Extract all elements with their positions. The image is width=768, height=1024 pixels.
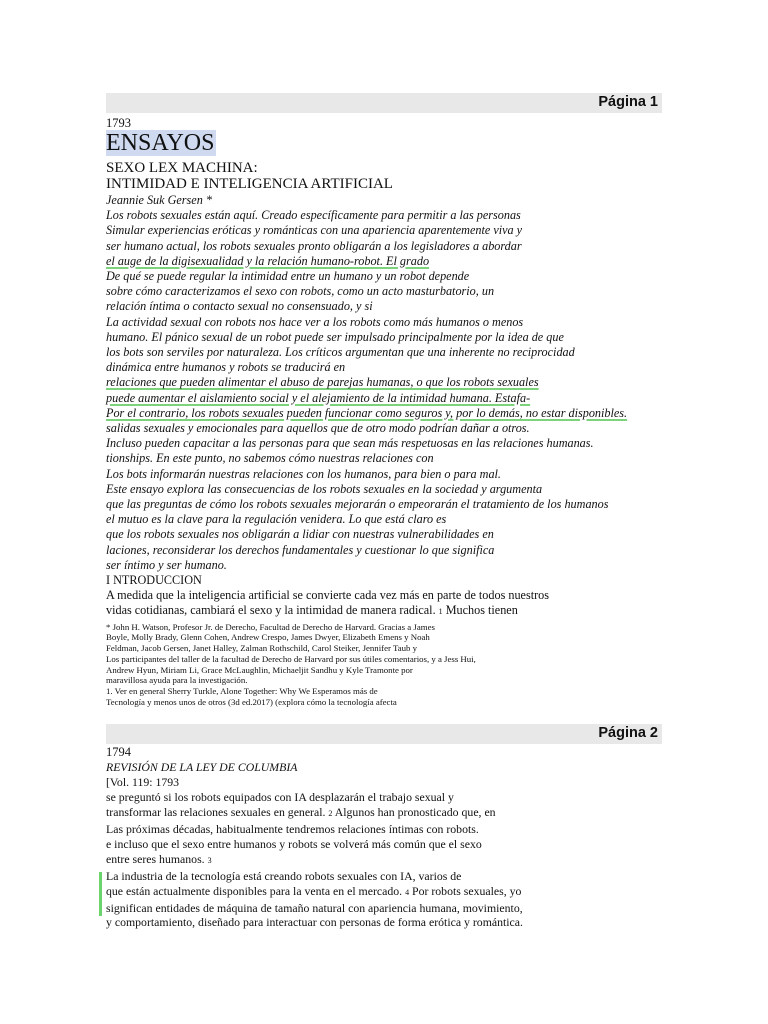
article-title-line-2: INTIMIDAD E INTELIGENCIA ARTIFICIAL [106, 176, 393, 192]
page-1-header-bar [106, 93, 662, 113]
body-line: se preguntó si los robots equipados con IA desplazarán el trabajo sexual y [106, 789, 454, 804]
body-text: Muchos tienen [445, 603, 518, 618]
body-line [106, 603, 686, 619]
abstract-line: dinámica entre humanos y robots se traducirá en [106, 360, 346, 375]
page-number: 1793 [106, 116, 131, 130]
abstract-line: humano. El pánico sexual de un robot puede ser impulsado principalmente por la idea de que [106, 329, 564, 344]
footnote-line: * John H. Watson, Profesor Jr. de Derecho, Facultad de Derecho de Harvard. Gracias a James [106, 621, 435, 632]
body-line: La industria de la tecnología está creando robots sexuales con IA, varios de [106, 868, 462, 883]
body-line: e incluso que el sexo entre humanos y robots se volverá más común que el sexo [106, 836, 482, 851]
body-line: Las próximas décadas, habitualmente tendremos relaciones íntimas con robots. [106, 821, 479, 836]
body-text: Por robots sexuales, yo [412, 883, 522, 898]
body-text: transformar las relaciones sexuales en general. [106, 804, 326, 819]
abstract-line-highlighted: relaciones que pueden alimentar el abuso de parejas humanas, o que los robots sexuales [106, 375, 539, 390]
abstract-line: que los robots sexuales nos obligarán a lidiar con nuestras vulnerabilidades en [106, 527, 494, 542]
article-title-line-1: SEXO LEX MACHINA: [106, 160, 258, 176]
body-line: significan entidades de máquina de tamaño natural con apariencia humana, movimiento, [106, 900, 523, 915]
footnote-marker: 1 [438, 607, 443, 617]
abstract-line-highlighted: Por el contrario, los robots sexuales pueden funcionar como seguros y, por lo demás, no estar disponibles. [106, 405, 628, 420]
footnotes [106, 622, 686, 708]
page-2-header-bar [106, 724, 662, 744]
running-header-volume: [Vol. 119: 1793 [106, 774, 180, 789]
section-heading: ENSAYOS [106, 130, 215, 156]
abstract-line: salidas sexuales y emocionales para aquellos que de otro modo podrían dañar a otros. [106, 421, 530, 436]
body-line [106, 852, 686, 869]
abstract-line: sobre cómo caracterizamos el sexo con robots, como un acto masturbatorio, un [106, 284, 495, 299]
running-header-journal: REVISIÓN DE LA LEY DE COLUMBIA [106, 759, 298, 774]
abstract-line: Incluso pueden capacitar a las personas para que sean más respetuosas en las relaciones humanas. [106, 436, 594, 451]
abstract-line: Los bots informarán nuestras relaciones con los humanos, para bien o para mal. [106, 466, 501, 481]
author-name: Jeannie Suk Gersen * [106, 193, 212, 207]
body-text: que están actualmente disponibles para la venta en el mercado. [106, 883, 403, 898]
abstract-line-highlighted: puede aumentar el aislamiento social y el alejamiento de la intimidad humana. Estafa- [106, 390, 531, 405]
footnote-marker: 3 [207, 855, 212, 865]
page-2-label: Página 2 [598, 725, 658, 741]
body-line: A medida que la inteligencia artificial se convierte cada vez más en parte de todos nuestros [106, 588, 549, 603]
abstract-line: el mutuo es la clave para la regulación venidera. Lo que está claro es [106, 512, 447, 527]
abstract [106, 208, 686, 573]
footnote-line: Los participantes del taller de la facultad de Derecho de Harvard por sus útiles comentarios, y a Jess Hui, [106, 653, 476, 664]
page-1-content [106, 116, 686, 707]
abstract-line: ser íntimo y ser humano. [106, 557, 227, 572]
footnote-line: maravillosa ayuda para la investigación. [106, 675, 248, 686]
abstract-line: ser humano actual, los robots sexuales pronto obligarán a los legisladores a abordar [106, 238, 522, 253]
page-1-label: Página 1 [598, 94, 658, 110]
body-line [106, 884, 686, 901]
abstract-line: que las preguntas de cómo los robots sexuales mejorarán o empeorarán el tratamiento de los humanos [106, 497, 609, 512]
abstract-line: Simular experiencias eróticas y románticas con una apariencia aparentemente viva y [106, 223, 523, 238]
abstract-line-highlighted: el auge de la digisexualidad y la relación humano-robot. El grado [106, 253, 430, 268]
footnote-marker: 4 [405, 887, 410, 897]
body-line [106, 805, 686, 822]
highlight-margin-bar [99, 872, 102, 916]
body-text: vidas cotidianas, cambiará el sexo y la intimidad de manera radical. [106, 603, 436, 618]
footnote-line: Andrew Hyun, Miriam Li, Grace McLaughlin, Michaeljit Sandhu y Kyle Tramonte por [106, 664, 413, 675]
footnote-line: 1. Ver en general Sherry Turkle, Alone Together: Why We Esperamos más de [106, 685, 378, 696]
footnote-line: Tecnología y menos unos de otros (3d ed.2017) (explora cómo la tecnología afecta [106, 696, 397, 707]
page-2-content [106, 745, 686, 930]
footnote-line: Boyle, Molly Brady, Glenn Cohen, Andrew Crespo, James Dwyer, Elizabeth Emens y Noah [106, 632, 430, 643]
abstract-line: relación íntima o contacto sexual no consensuado, y si [106, 299, 373, 314]
page-number: 1794 [106, 745, 131, 759]
abstract-line: De qué se puede regular la intimidad entre un humano y un robot depende [106, 269, 470, 284]
abstract-line: laciones, reconsiderar los derechos fundamentales y cuestionar lo que significa [106, 542, 495, 557]
intro-heading: I NTRODUCCION [106, 573, 202, 588]
footnote-marker: 2 [328, 808, 333, 818]
body-text: entre seres humanos. [106, 851, 205, 866]
footnote-line: Feldman, Jacob Gersen, Janet Halley, Zalman Rothschild, Carol Steiker, Jennifer Taub y [106, 643, 417, 654]
body-text: Algunos han pronosticado que, en [334, 804, 496, 819]
abstract-line: Los robots sexuales están aquí. Creado específicamente para permitir a las personas [106, 208, 521, 223]
abstract-line: Este ensayo explora las consecuencias de los robots sexuales en la sociedad y argumenta [106, 481, 543, 496]
abstract-line: La actividad sexual con robots nos hace ver a los robots como más humanos o menos [106, 314, 524, 329]
body-line: y comportamiento, diseñado para interactuar con personas de forma erótica y romántica. [106, 915, 523, 930]
abstract-line: tionships. En este punto, no sabemos cómo nuestras relaciones con [106, 451, 434, 466]
abstract-line: los bots son serviles por naturaleza. Los críticos argumentan que una inherente no reciprocidad [106, 345, 575, 360]
